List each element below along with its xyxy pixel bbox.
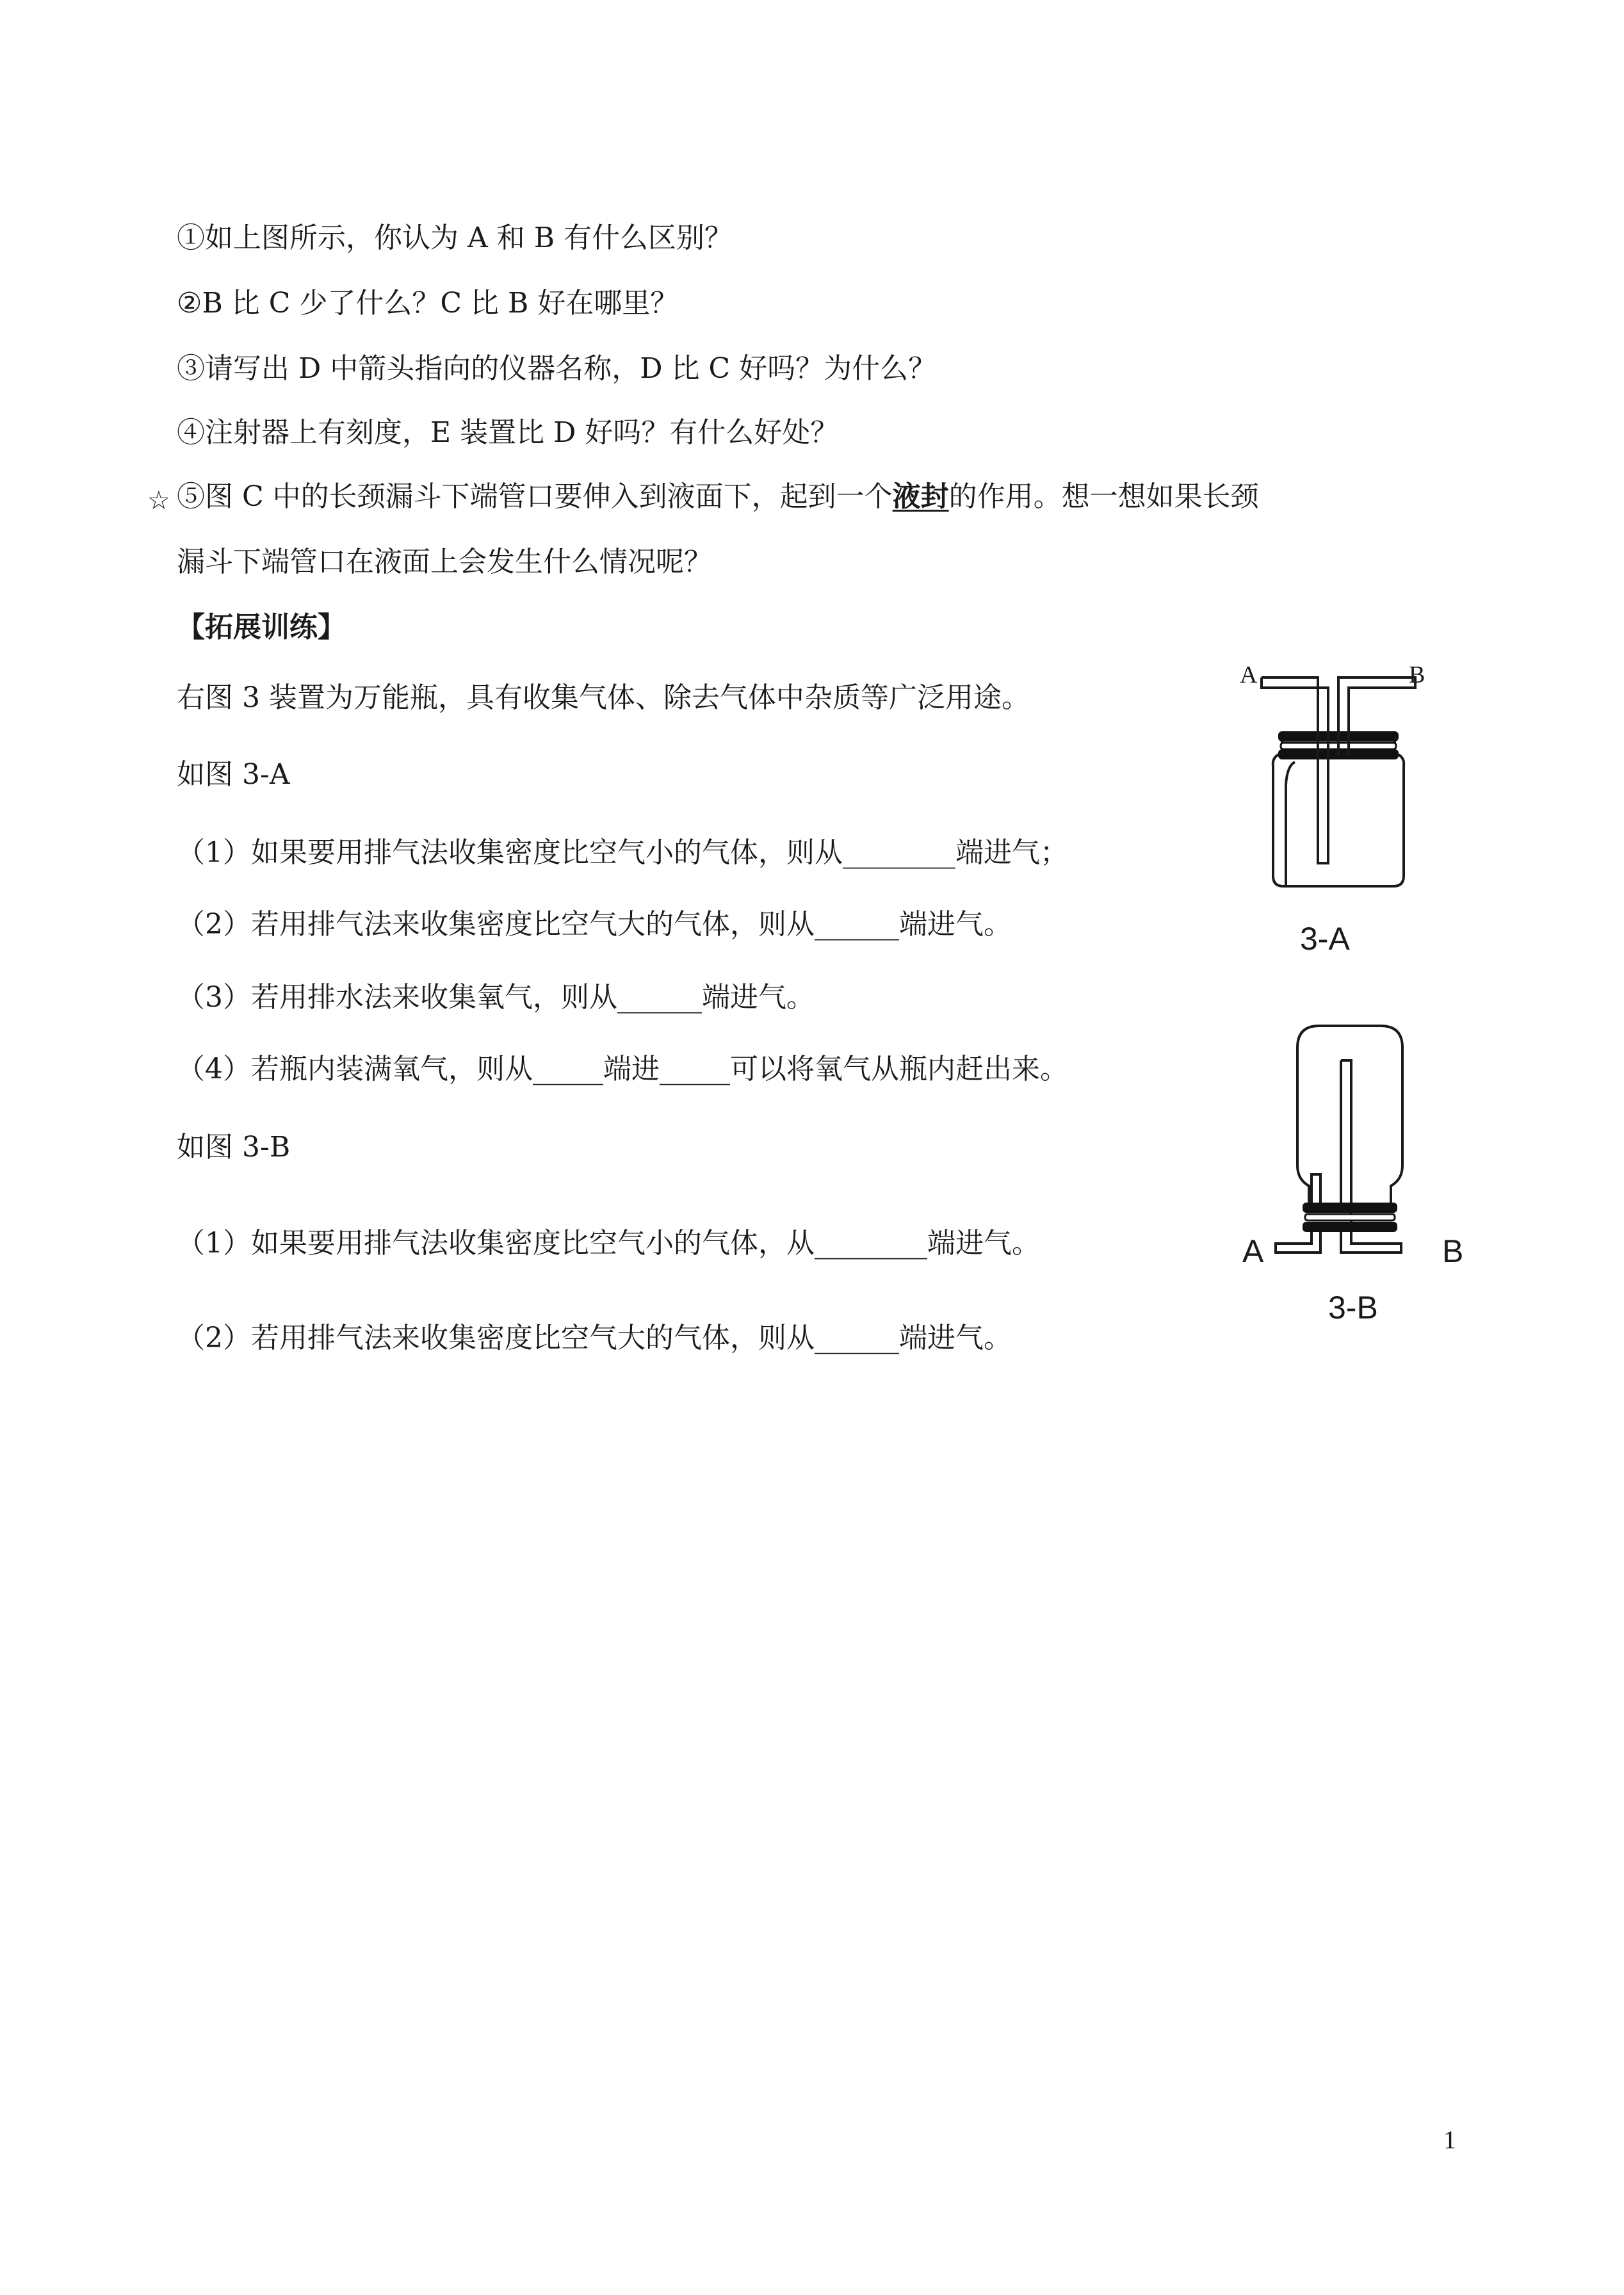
question-5-emphasis: 液封 xyxy=(892,480,949,513)
question-5-line-2: 漏斗下端管口在液面上会发生什么情况呢？ xyxy=(177,546,712,578)
figure-3a-caption: 3-A xyxy=(1300,921,1350,957)
question-3: ③请写出 D 中箭头指向的仪器名称，D 比 C 好吗？为什么？ xyxy=(177,352,937,385)
figure-3a-bottle xyxy=(1242,660,1434,903)
figure-3b-title: 如图 3-B xyxy=(177,1131,291,1164)
figure-3a-label-a: A xyxy=(1240,661,1258,688)
question-b1: （1）如果要用排气法收集密度比空气小的气体，从________端进气。 xyxy=(177,1227,1040,1260)
question-5-text-pre: ⑤图 C 中的长颈漏斗下端管口要伸入到液面下，起到一个 xyxy=(177,480,893,513)
question-2: ②B 比 C 少了什么？C 比 B 好在哪里？ xyxy=(177,287,679,320)
question-a2: （2）若用排气法来收集密度比空气大的气体，则从______端进气。 xyxy=(177,908,1012,941)
figure-3a-label-b: B xyxy=(1409,661,1425,688)
section-heading: 【拓展训练】 xyxy=(177,611,346,644)
question-5 xyxy=(177,478,1259,516)
question-a1: （1）如果要用排气法收集密度比空气小的气体，则从________端进气； xyxy=(177,836,1068,869)
page-number: 1 xyxy=(1443,2125,1456,2154)
question-4: ④注射器上有刻度，E 装置比 D 好吗？有什么好处？ xyxy=(177,416,839,449)
question-a3: （3）若用排水法来收集氧气，则从______端进气。 xyxy=(177,981,815,1014)
question-a4: （4）若瓶内装满氧气，则从_____端进_____可以将氧气从瓶内赶出来。 xyxy=(177,1053,1068,1085)
question-b2: （2）若用排气法来收集密度比空气大的气体，则从______端进气。 xyxy=(177,1322,1012,1354)
question-5-text-post: 的作用。想一想如果长颈 xyxy=(948,480,1259,513)
figure-3a-title: 如图 3-A xyxy=(177,758,290,791)
figure-3b-caption: 3-B xyxy=(1328,1290,1378,1326)
question-1: ①如上图所示，你认为 A 和 B 有什么区别？ xyxy=(177,222,733,254)
intro-paragraph: 右图 3 装置为万能瓶，具有收集气体、除去气体中杂质等广泛用途。 xyxy=(177,681,1030,714)
figure-3b-bottle xyxy=(1267,1018,1433,1261)
figure-3b-label-b: B xyxy=(1442,1233,1464,1269)
figure-3b-label-a: A xyxy=(1242,1233,1264,1269)
star-icon: ☆ xyxy=(147,486,170,515)
